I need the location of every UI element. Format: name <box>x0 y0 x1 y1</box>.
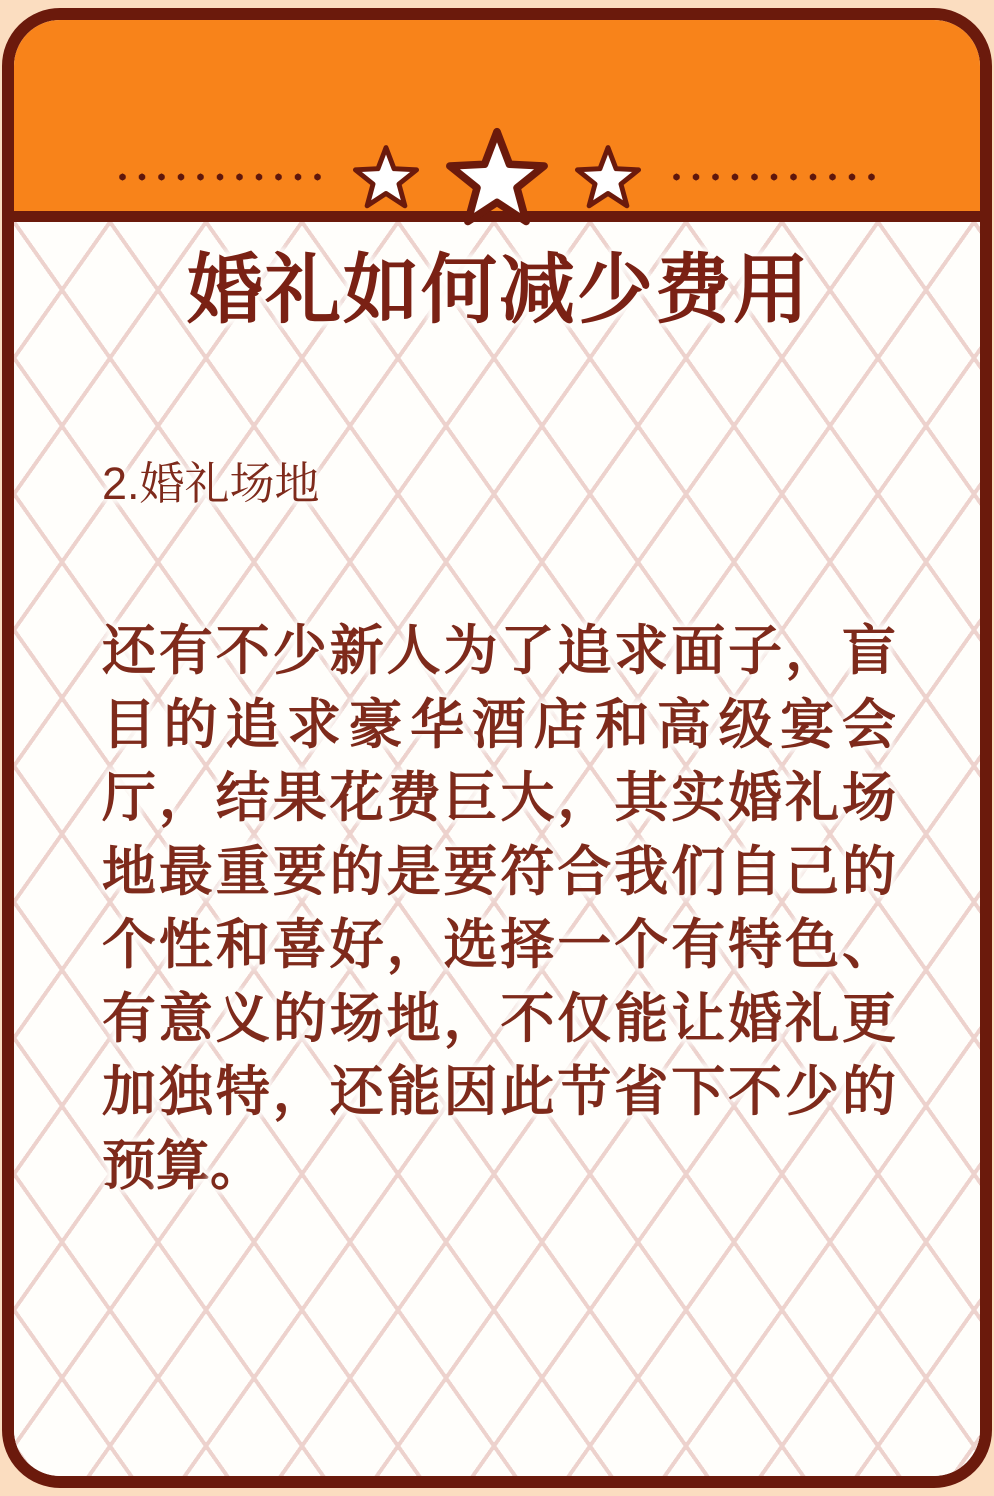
dotted-line-right-icon <box>665 173 883 181</box>
star-small-right-icon <box>573 140 643 214</box>
star-small-left-icon <box>351 140 421 214</box>
content-card <box>2 8 992 1488</box>
card-body <box>14 222 980 1476</box>
paragraph-line: 个 性 和 喜 好 ， 选 择 一 个 有 特 色 、 <box>102 915 896 976</box>
section-heading: 2.婚礼场地 <box>102 458 320 509</box>
page-title: 婚礼如何减少费用 <box>187 248 811 333</box>
paragraph-line: 厅 ， 结 果 花 费 巨 大 ， 其 实 婚 礼 场 <box>102 768 896 829</box>
paragraph <box>102 610 896 1198</box>
paragraph-line: 预 算 。 <box>102 1135 264 1196</box>
paragraph-line: 有 意 义 的 场 地 ， 不 仅 能 让 婚 礼 更 <box>102 988 896 1049</box>
card-header <box>14 20 980 222</box>
paragraph-line: 目 的 追 求 豪 华 酒 店 和 高 级 宴 会 <box>102 694 896 755</box>
star-large-center-icon <box>443 120 551 234</box>
dotted-line-left-icon <box>111 173 329 181</box>
paragraph-line: 地 最 重 要 的 是 要 符 合 我 们 自 己 的 <box>102 841 896 902</box>
header-decoration-row <box>14 120 980 234</box>
paragraph-line: 还 有 不 少 新 人 为 了 追 求 面 子 ， 盲 <box>102 621 896 682</box>
paragraph-line: 加 独 特 ， 还 能 因 此 节 省 下 不 少 的 <box>102 1062 896 1123</box>
